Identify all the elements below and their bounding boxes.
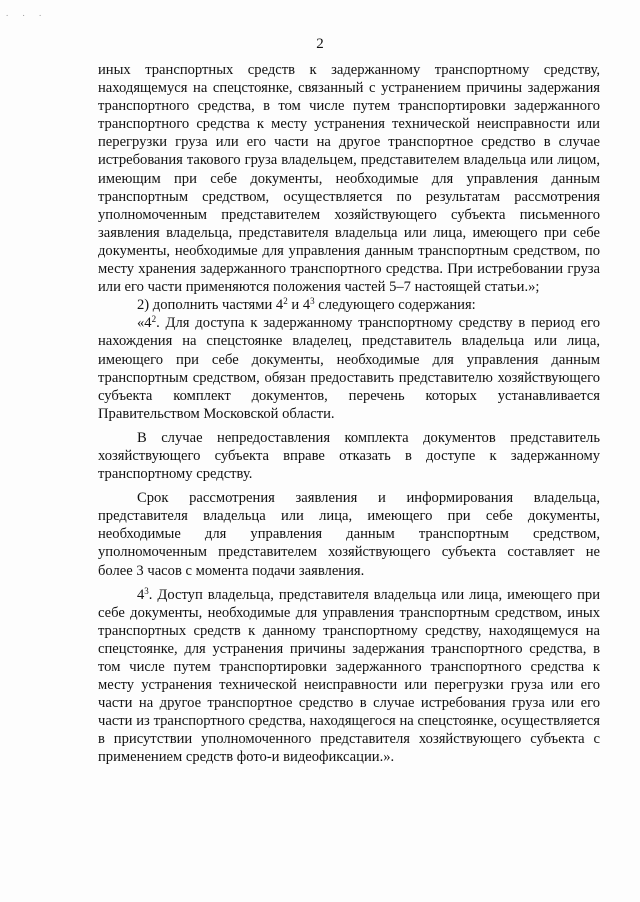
paragraph-term: Срок рассмотрения заявления и информирования владельца, представителя владельца или лица, имеющего при себе документы, необходимые для управления данным транспортным средством, уполномоченным представителем хозяйствующего субъекта составляет не более 3 часов с момента подачи заявления. bbox=[98, 490, 600, 579]
scan-marks: . . . bbox=[6, 8, 48, 18]
paragraph-refusal: В случае непредоставления комплекта документов представитель хозяйствующего субъекта вправе отказать в доступе к задержанному транспортному средству. bbox=[98, 429, 600, 483]
item-2-middle: и 4 bbox=[287, 297, 311, 314]
part-4-2-text: . Для доступа к задержанному транспортному средству в период его нахождения на спецстоянке владелец, представитель владельца или лица, имеющего при себе документы, необходимые для управления данным транспортным средством, обязан предоставить представителю хозяйствующего субъекта комплект документов, перечень которых устанавливается Правительством Московской области. bbox=[98, 315, 600, 422]
paragraph-part-4-2 bbox=[98, 314, 600, 423]
superscript: 2 bbox=[283, 296, 288, 307]
document-body bbox=[98, 61, 600, 767]
part-4-3-text: . Доступ владельца, представителя владельца или лица, имеющего при себе документы, необходимые для управления транспортным средством, иных транспортных средств к данному транспортному средству, находящемуся на спецстоянке, для устранения причины задержания транспортного средства, в том числе путем транспортировки задержанного транспортного средства к месту устранения технической неисправности или перегрузки груза или его части на другое транспортное средство в случае истребования груза или его части из транспортного средства, находящегося на спецстоянке, осуществляется в присутствии уполномоченного представителя хозяйствующего субъекта с применением средств фото-и видеофиксации.». bbox=[98, 586, 600, 766]
superscript: 3 bbox=[144, 585, 149, 596]
superscript: 3 bbox=[310, 296, 315, 307]
paragraph-item-2 bbox=[98, 296, 600, 314]
item-2-before: 2) дополнить частями 4 bbox=[137, 297, 284, 314]
item-2-after: следующего содержания: bbox=[314, 297, 476, 314]
paragraph-continuation: иных транспортных средств к задержанному транспортному средству, находящемуся на спецстоянке, связанный с устранением причины задержания транспортного средства, в том числе путем транспортировки задержанного транспортного средства к месту устранения технической неисправности или перегрузки груза или его части на другое транспортное средство в случае истребования такового груза владельцем, представителем владельца или лицом, имеющим при себе документы, необходимые для управления данным транспортным средством, осуществляется по результатам рассмотрения уполномоченным представителем хозяйствующего субъекта письменного заявления владельца, представителя владельца или лица, имеющего при себе документы, необходимые для управления данным транспортным средством, по месту хранения задержанного транспортного средства. При истребовании груза или его части применяются положения частей 5–7 настоящей статьи.»; bbox=[98, 62, 600, 296]
part-4-3-prefix: 4 bbox=[137, 586, 145, 603]
page-number: 2 bbox=[316, 36, 324, 52]
paragraph-part-4-3 bbox=[98, 586, 600, 767]
superscript: 2 bbox=[151, 314, 157, 325]
part-4-2-prefix: «4 bbox=[137, 315, 152, 332]
